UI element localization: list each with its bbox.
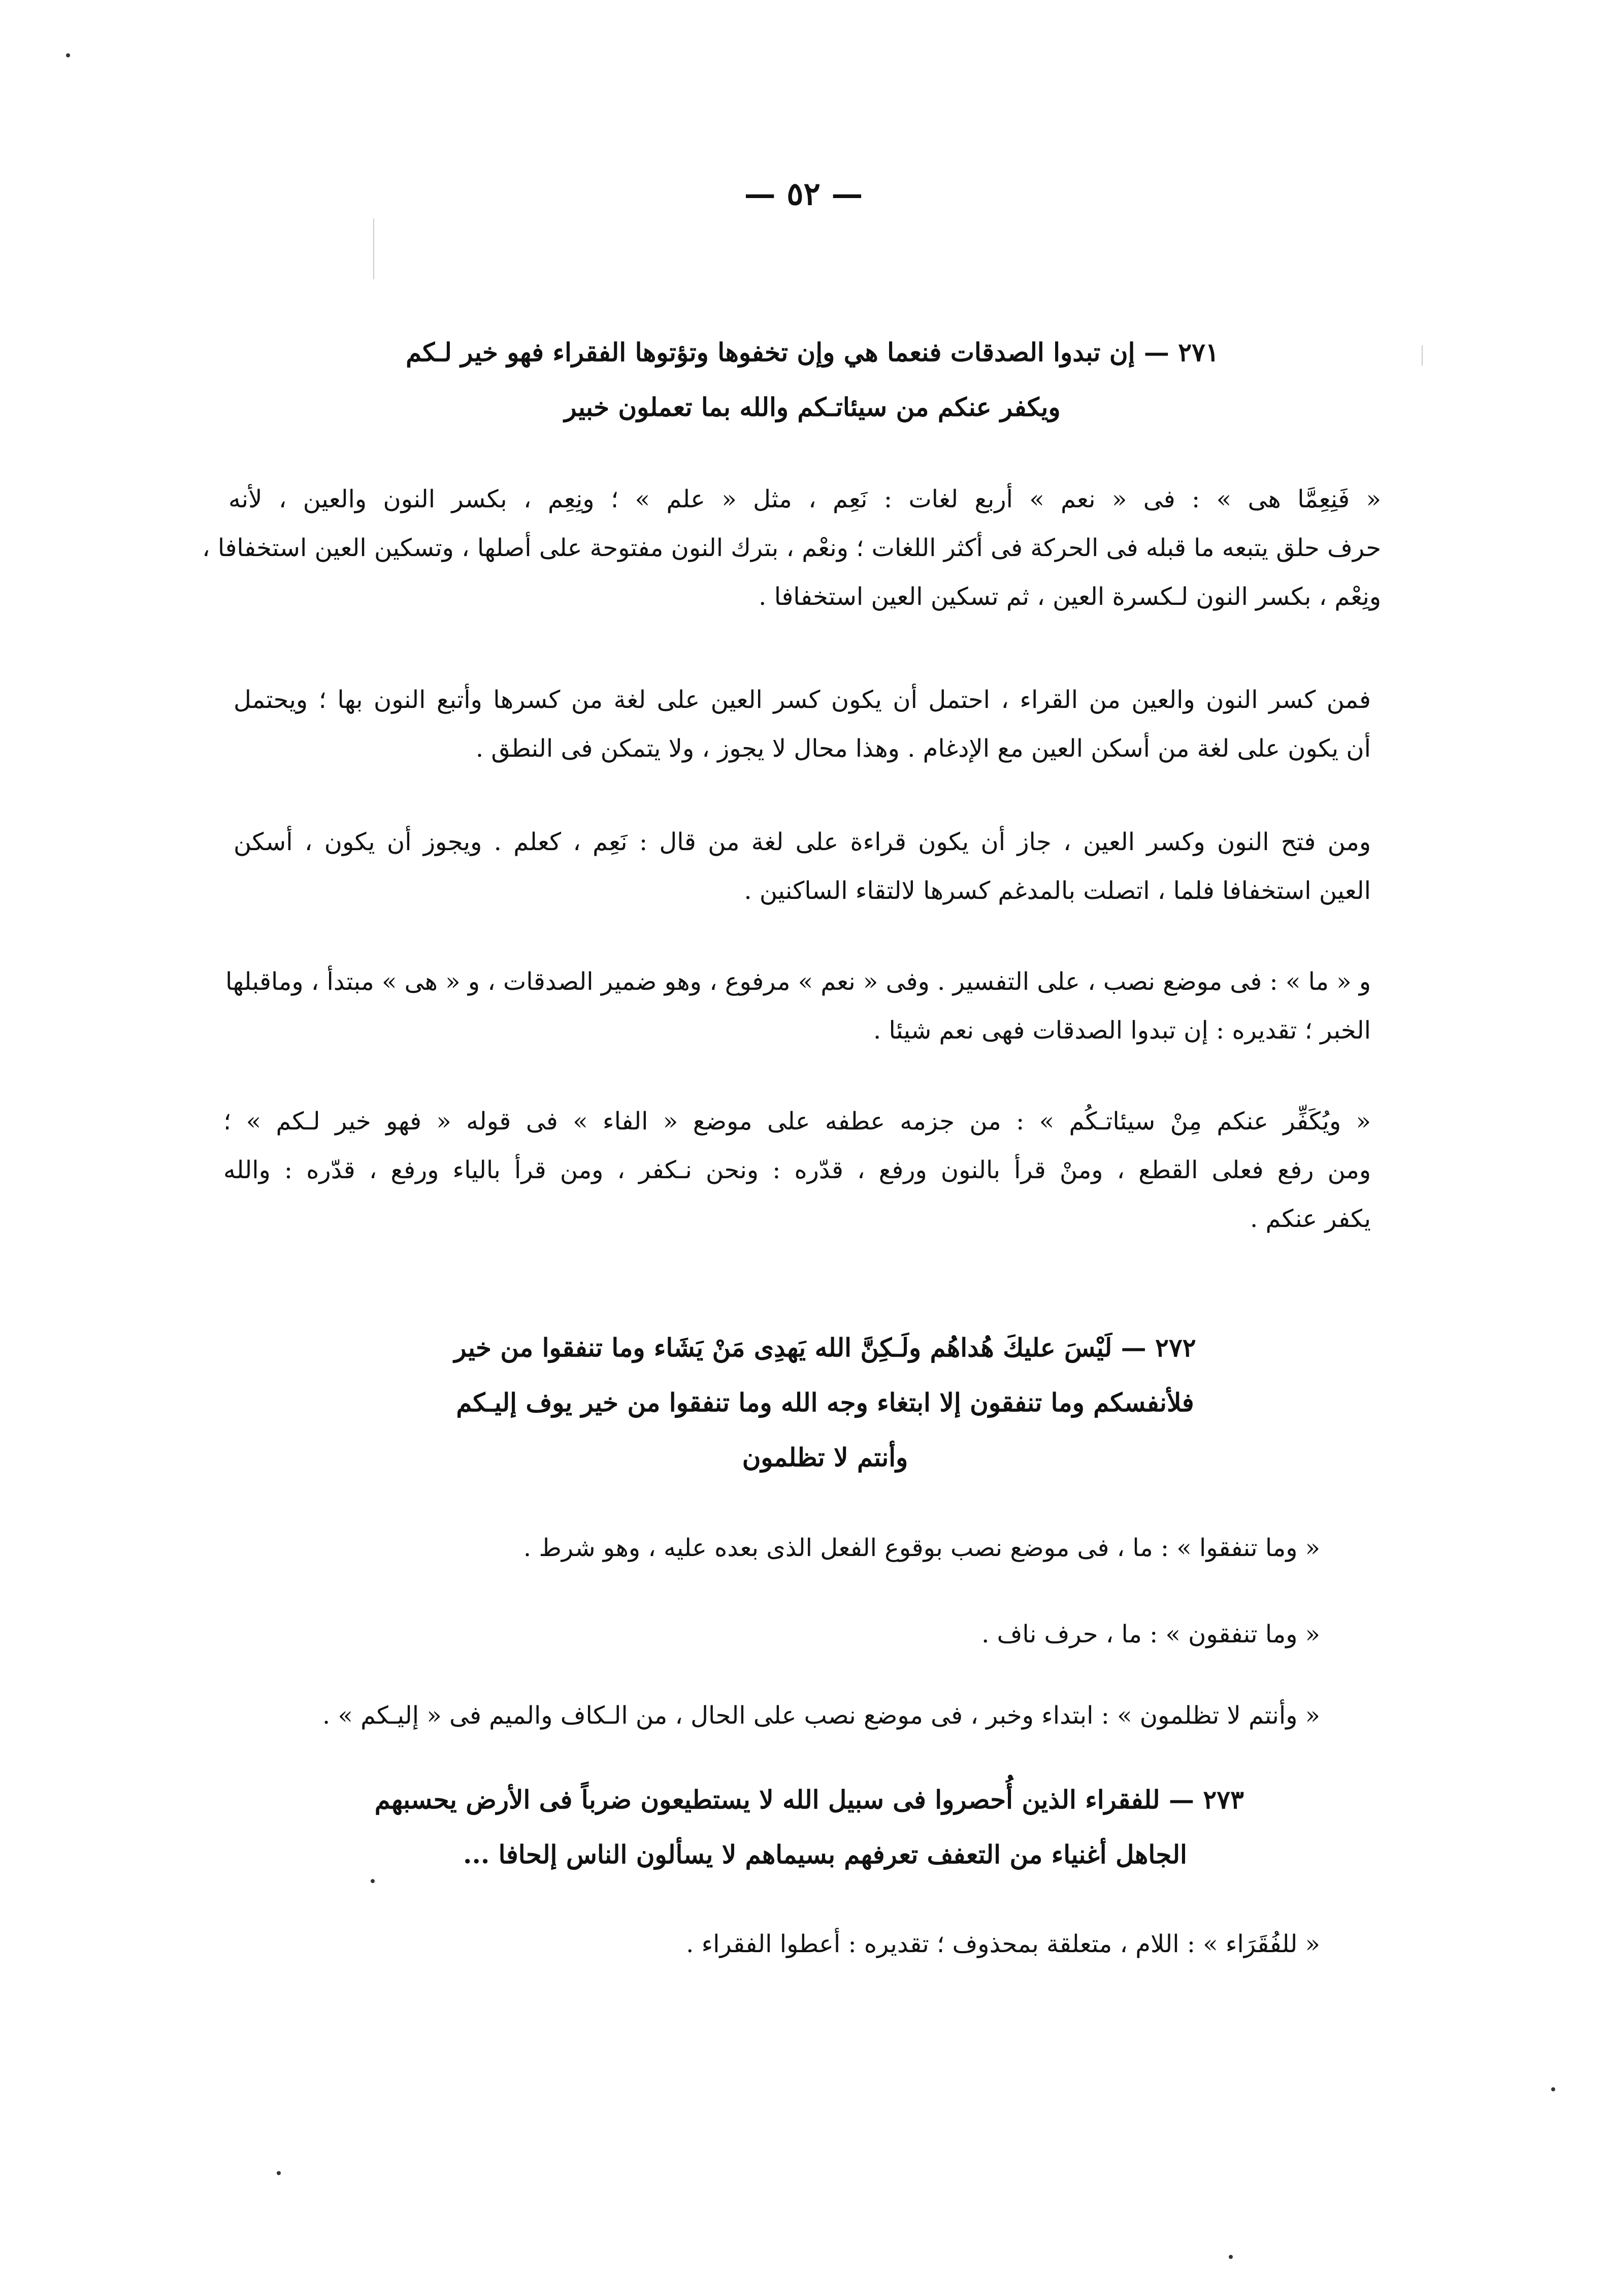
verse-line: ٢٧٣ — للفقراء الذين أُحصروا فى سبيل الله لا يستطيعون ضرباً فى الأرض يحسبهم xyxy=(374,1785,1244,1815)
commentary-paragraph xyxy=(223,1097,1371,1243)
scan-speck xyxy=(1229,2255,1233,2259)
paragraph-line: الخبر ؛ تقديره : إن تبدوا الصدقات فهى نعم شيئا . xyxy=(873,1016,1371,1045)
paragraph-line: « ويُكَفِّر عنكم مِنْ سيئاتـكُم » : من جزمه عطفه على موضع « الفاء » فى قوله « فهو خير لـكم » ؛ xyxy=(223,1107,1371,1136)
paragraph-line: ومن رفع فعلى القطع ، ومنْ قرأ بالنون ورفع ، قدّره : ونحن نـكفر ، ومن قرأ بالياء ورفع ، قدّره : والله xyxy=(223,1156,1371,1184)
commentary-paragraph xyxy=(202,475,1381,621)
paragraph-line: يكفر عنكم . xyxy=(1250,1205,1371,1233)
paragraph-line: ومن فتح النون وكسر العين ، جاز أن يكون قراءة على لغة من قال : نَعِم ، كعلم . ويجوز أن يكون ، أسكن xyxy=(234,828,1371,856)
paragraph-line: « وأنتم لا تظلمون » : ابتداء وخبر ، فى موضع نصب على الحال ، من الـكاف والميم فى « إليـكم » . xyxy=(322,1701,1320,1730)
commentary-paragraph xyxy=(457,1610,1320,1659)
scan-speck xyxy=(371,1879,375,1883)
scan-artifact xyxy=(1422,345,1423,366)
commentary-paragraph xyxy=(234,818,1371,915)
paragraph-line: « فَنِعِمَّا هى » : فى « نعم » أربع لغات : نَعِم ، مثل « علم » ؛ ونِعِم ، بكسر النون والعين ، لأنه xyxy=(228,485,1381,513)
commentary-paragraph xyxy=(322,1691,1320,1740)
paragraph-line: ونِعْم ، بكسر النون لـكسرة العين ، ثم تسكين العين استخفافا . xyxy=(759,583,1381,611)
paragraph-line: « وما تنفقون » : ما ، حرف ناف . xyxy=(981,1620,1320,1648)
commentary-paragraph xyxy=(225,957,1371,1055)
paragraph-line: « وما تنفقوا » : ما ، فى موضع نصب بوقوع الفعل الذى بعده عليه ، وهو شرط . xyxy=(523,1534,1320,1562)
paragraph-line: العين استخفافا فلما ، اتصلت بالمدغم كسرها لالتقاء الساكنين . xyxy=(744,877,1371,905)
verse-line: وأنتم لا تظلمون xyxy=(742,1442,908,1472)
verse-273 xyxy=(374,1772,1244,1882)
scan-artifact xyxy=(373,218,374,279)
page-number: — ٥٢ — xyxy=(744,175,863,212)
commentary-paragraph xyxy=(457,1524,1320,1572)
verse-271 xyxy=(355,325,1269,435)
paragraph-line: « للفُقَرَاء » : اللام ، متعلقة بمحذوف ؛ تقديره : أعطوا الفقراء . xyxy=(686,1930,1320,1958)
verse-272 xyxy=(381,1320,1269,1485)
verse-line: فلأنفسكم وما تنفقون إلا ابتغاء وجه الله وما تنفقوا من خير يوف إليـكم xyxy=(456,1387,1194,1417)
commentary-paragraph xyxy=(609,1920,1320,1968)
paragraph-line: فمن كسر النون والعين من القراء ، احتمل أن يكون كسر العين على لغة من كسرها وأتبع النون بها ؛ ويحتمل xyxy=(234,686,1371,714)
verse-line: الجاهل أغنياء من التعفف تعرفهم بسيماهم لا يسألون الناس إلحافا ... xyxy=(463,1839,1187,1869)
commentary-paragraph xyxy=(234,675,1371,773)
paragraph-line: أن يكون على لغة من أسكن العين مع الإدغام . وهذا محال لا يجوز ، ولا يتمكن فى النطق . xyxy=(475,734,1371,763)
scan-speck xyxy=(66,53,70,57)
paragraph-line: حرف حلق يتبعه ما قبله فى الحركة فى أكثر اللغات ؛ ونعْم ، بترك النون مفتوحة على أصلها ، وتسكين العين استخفافا ، xyxy=(202,534,1381,562)
scan-speck xyxy=(277,2171,281,2175)
scan-speck xyxy=(1551,2087,1555,2091)
paragraph-line: و « ما » : فى موضع نصب ، على التفسير . وفى « نعم » مرفوع ، وهو ضمير الصدقات ، و « هى » مبتدأ ، وماقبلها xyxy=(225,967,1371,996)
verse-line: ٢٧١ — إن تبدوا الصدقات فنعما هي وإن تخفوها وتؤتوها الفقراء فهو خير لـكم xyxy=(406,337,1219,367)
verse-line: ٢٧٢ — لَيْسَ عليكَ هُداهُم ولَـكِنَّ الله يَهدِى مَنْ يَشَاء وما تنفقوا من خير xyxy=(454,1333,1196,1363)
verse-line: ويكفر عنكم من سيئاتـكم والله بما تعملون خبير xyxy=(564,392,1061,422)
